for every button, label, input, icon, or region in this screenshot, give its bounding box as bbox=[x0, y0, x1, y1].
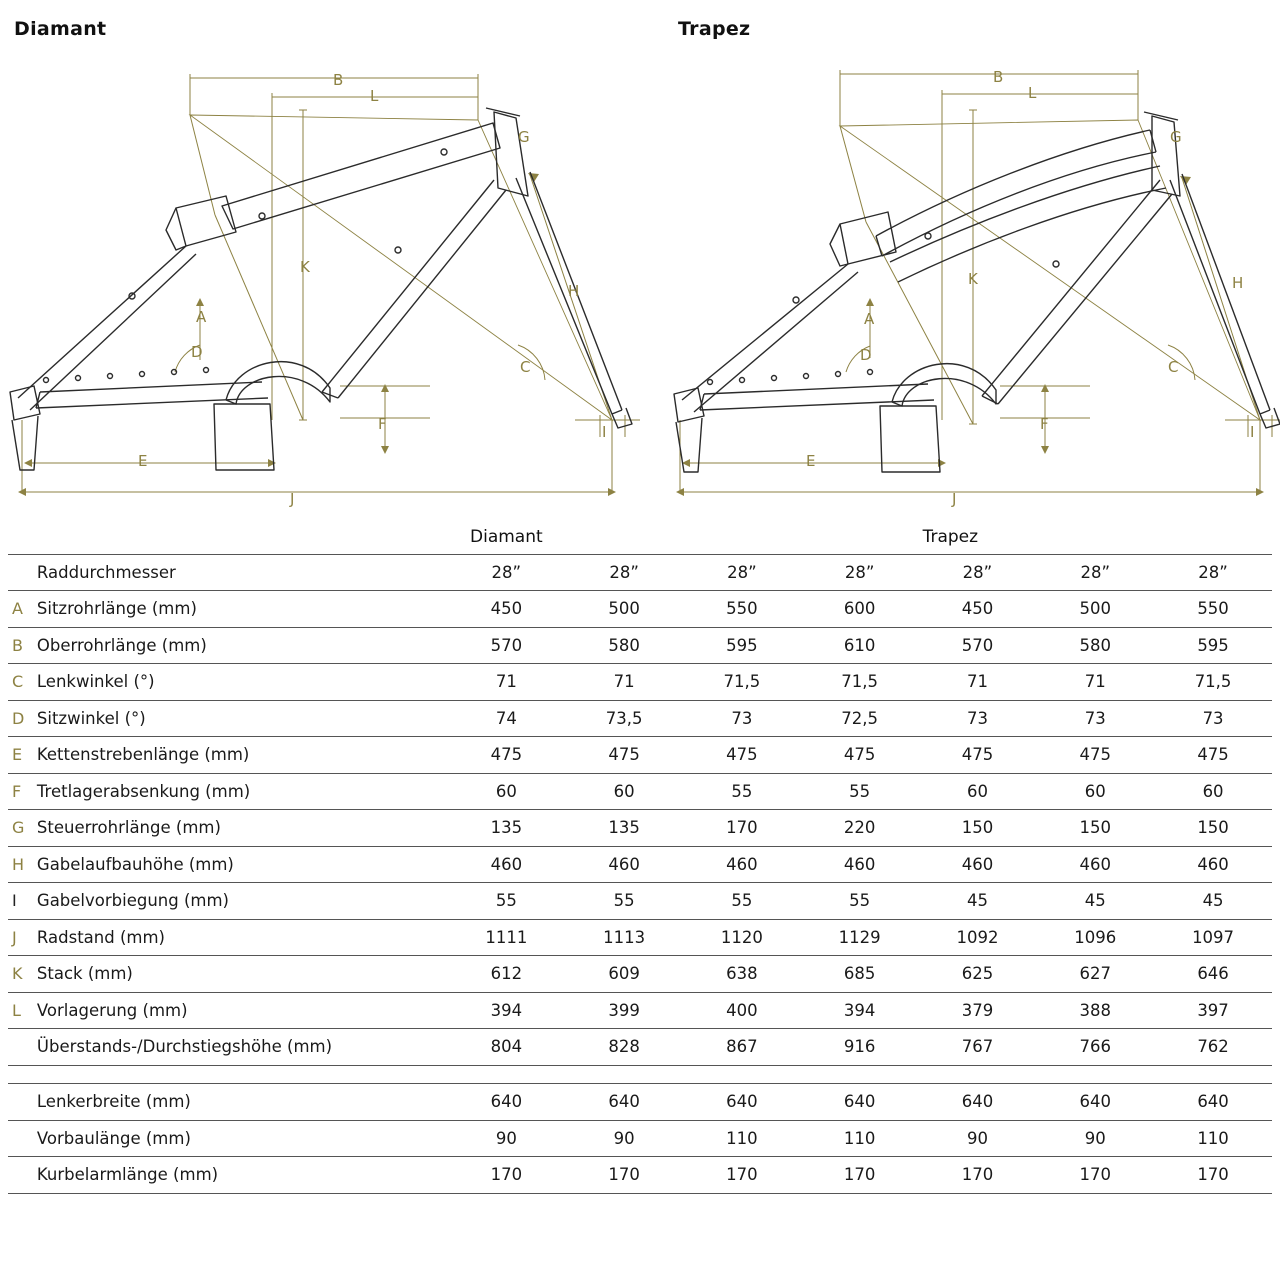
frame-geometry-drawings bbox=[0, 0, 1280, 520]
group-header-blank-1 bbox=[565, 520, 683, 554]
row-value: 45 bbox=[919, 883, 1037, 920]
row-value: 45 bbox=[1036, 883, 1154, 920]
row-value: 60 bbox=[565, 773, 683, 810]
row-value: 475 bbox=[801, 737, 919, 774]
row-value: 170 bbox=[565, 1157, 683, 1194]
row-label: Gabelaufbauhöhe (mm) bbox=[33, 846, 448, 883]
row-value: 640 bbox=[565, 1084, 683, 1121]
row-value: 73 bbox=[683, 700, 801, 737]
row-value: 71 bbox=[447, 664, 565, 701]
svg-text:E: E bbox=[138, 452, 148, 470]
svg-text:A: A bbox=[196, 308, 207, 326]
group-header-spacer-key bbox=[8, 520, 33, 554]
row-value: 460 bbox=[1036, 846, 1154, 883]
svg-text:J: J bbox=[952, 490, 957, 508]
svg-text:C: C bbox=[520, 358, 531, 376]
svg-text:K: K bbox=[300, 258, 310, 276]
row-value: 646 bbox=[1154, 956, 1272, 993]
row-value: 1096 bbox=[1036, 919, 1154, 956]
row-value: 638 bbox=[683, 956, 801, 993]
row-value: 28” bbox=[1036, 554, 1154, 591]
row-value: 71 bbox=[919, 664, 1037, 701]
row-key: J bbox=[8, 919, 33, 956]
row-value: 170 bbox=[1154, 1157, 1272, 1194]
row-value: 612 bbox=[447, 956, 565, 993]
table-row-b bbox=[8, 627, 1272, 664]
row-value: 55 bbox=[683, 773, 801, 810]
row-value: 397 bbox=[1154, 992, 1272, 1029]
svg-text:I: I bbox=[1250, 423, 1255, 441]
row-value: 110 bbox=[801, 1120, 919, 1157]
row-value: 110 bbox=[683, 1120, 801, 1157]
row-value: 600 bbox=[801, 591, 919, 628]
svg-text:F: F bbox=[1040, 415, 1049, 433]
row-label: Lenkerbreite (mm) bbox=[33, 1084, 448, 1121]
row-value: 640 bbox=[1154, 1084, 1272, 1121]
row-label: Vorbaulänge (mm) bbox=[33, 1120, 448, 1157]
geometry-table bbox=[8, 520, 1272, 1194]
row-label: Radstand (mm) bbox=[33, 919, 448, 956]
row-key: F bbox=[8, 773, 33, 810]
svg-text:K: K bbox=[968, 270, 978, 288]
row-label: Raddurchmesser bbox=[33, 554, 448, 591]
svg-text:C: C bbox=[1168, 358, 1179, 376]
row-key: H bbox=[8, 846, 33, 883]
row-value: 500 bbox=[565, 591, 683, 628]
row-value: 570 bbox=[447, 627, 565, 664]
diamant-drawing bbox=[10, 71, 640, 508]
table-row-standover bbox=[8, 1029, 1272, 1066]
row-value: 475 bbox=[683, 737, 801, 774]
row-value: 475 bbox=[1154, 737, 1272, 774]
row-value: 828 bbox=[565, 1029, 683, 1066]
table-row-k bbox=[8, 956, 1272, 993]
row-value: 867 bbox=[683, 1029, 801, 1066]
group-header-blank-3 bbox=[801, 520, 919, 554]
row-key: I bbox=[8, 883, 33, 920]
row-value: 460 bbox=[801, 846, 919, 883]
row-value: 394 bbox=[801, 992, 919, 1029]
row-value: 640 bbox=[801, 1084, 919, 1121]
row-key bbox=[8, 1084, 33, 1121]
row-key: K bbox=[8, 956, 33, 993]
row-value: 640 bbox=[1036, 1084, 1154, 1121]
row-value: 90 bbox=[447, 1120, 565, 1157]
trapez-drawing bbox=[674, 68, 1280, 508]
row-value: 460 bbox=[565, 846, 683, 883]
row-value: 170 bbox=[801, 1157, 919, 1194]
row-value: 379 bbox=[919, 992, 1037, 1029]
row-value: 74 bbox=[447, 700, 565, 737]
row-label: Sitzrohrlänge (mm) bbox=[33, 591, 448, 628]
row-value: 55 bbox=[683, 883, 801, 920]
row-value: 399 bbox=[565, 992, 683, 1029]
row-value: 73,5 bbox=[565, 700, 683, 737]
svg-text:H: H bbox=[568, 282, 580, 300]
svg-text:F: F bbox=[378, 415, 387, 433]
svg-text:B: B bbox=[333, 71, 344, 89]
row-value: 73 bbox=[919, 700, 1037, 737]
row-label: Stack (mm) bbox=[33, 956, 448, 993]
row-value: 73 bbox=[1036, 700, 1154, 737]
row-value: 110 bbox=[1154, 1120, 1272, 1157]
row-value: 460 bbox=[919, 846, 1037, 883]
row-value: 60 bbox=[1154, 773, 1272, 810]
row-value: 71 bbox=[565, 664, 683, 701]
row-key: D bbox=[8, 700, 33, 737]
row-value: 55 bbox=[801, 773, 919, 810]
row-value: 570 bbox=[919, 627, 1037, 664]
row-label: Tretlagerabsenkung (mm) bbox=[33, 773, 448, 810]
row-key: B bbox=[8, 627, 33, 664]
group-header-trapez: Trapez bbox=[922, 526, 979, 547]
diagram-title-diamant: Diamant bbox=[14, 18, 107, 40]
row-value: 394 bbox=[447, 992, 565, 1029]
row-value: 90 bbox=[919, 1120, 1037, 1157]
group-header-blank-4 bbox=[1036, 520, 1154, 554]
row-value: 550 bbox=[1154, 591, 1272, 628]
row-value: 60 bbox=[1036, 773, 1154, 810]
table-row-l bbox=[8, 992, 1272, 1029]
svg-text:G: G bbox=[1170, 128, 1182, 146]
row-label: Vorlagerung (mm) bbox=[33, 992, 448, 1029]
table-row-stem-length bbox=[8, 1120, 1272, 1157]
row-value: 388 bbox=[1036, 992, 1154, 1029]
table-row-crank-length bbox=[8, 1157, 1272, 1194]
row-key: C bbox=[8, 664, 33, 701]
diagram-title-trapez: Trapez bbox=[678, 18, 751, 40]
row-value: 460 bbox=[1154, 846, 1272, 883]
row-value: 1129 bbox=[801, 919, 919, 956]
row-label: Steuerrohrlänge (mm) bbox=[33, 810, 448, 847]
svg-text:D: D bbox=[860, 346, 872, 364]
row-value: 170 bbox=[447, 1157, 565, 1194]
row-value: 640 bbox=[447, 1084, 565, 1121]
row-label: Sitzwinkel (°) bbox=[33, 700, 448, 737]
row-value: 685 bbox=[801, 956, 919, 993]
row-value: 170 bbox=[919, 1157, 1037, 1194]
row-label: Lenkwinkel (°) bbox=[33, 664, 448, 701]
row-value: 595 bbox=[683, 627, 801, 664]
row-value: 150 bbox=[1036, 810, 1154, 847]
row-value: 90 bbox=[1036, 1120, 1154, 1157]
row-value: 71,5 bbox=[801, 664, 919, 701]
row-value: 135 bbox=[447, 810, 565, 847]
table-row-j bbox=[8, 919, 1272, 956]
row-value: 55 bbox=[801, 883, 919, 920]
row-label: Kurbelarmlänge (mm) bbox=[33, 1157, 448, 1194]
table-row-d bbox=[8, 700, 1272, 737]
table-row-f bbox=[8, 773, 1272, 810]
row-value: 640 bbox=[919, 1084, 1037, 1121]
row-value: 500 bbox=[1036, 591, 1154, 628]
row-value: 170 bbox=[683, 1157, 801, 1194]
row-value: 150 bbox=[919, 810, 1037, 847]
row-key: L bbox=[8, 992, 33, 1029]
row-value: 475 bbox=[565, 737, 683, 774]
table-bottom-divider bbox=[8, 1193, 1272, 1194]
row-value: 71,5 bbox=[683, 664, 801, 701]
row-value: 60 bbox=[919, 773, 1037, 810]
svg-text:H: H bbox=[1232, 274, 1244, 292]
row-value: 580 bbox=[1036, 627, 1154, 664]
row-value: 28” bbox=[1154, 554, 1272, 591]
row-label: Kettenstrebenlänge (mm) bbox=[33, 737, 448, 774]
row-value: 625 bbox=[919, 956, 1037, 993]
row-value: 475 bbox=[919, 737, 1037, 774]
row-value: 71 bbox=[1036, 664, 1154, 701]
row-value: 475 bbox=[1036, 737, 1154, 774]
row-label: Überstands-/Durchstiegshöhe (mm) bbox=[33, 1029, 448, 1066]
group-header-spacer-name bbox=[33, 520, 448, 554]
row-value: 580 bbox=[565, 627, 683, 664]
table-row-i bbox=[8, 883, 1272, 920]
row-value: 28” bbox=[801, 554, 919, 591]
row-value: 450 bbox=[447, 591, 565, 628]
row-value: 804 bbox=[447, 1029, 565, 1066]
group-header-diamant: Diamant bbox=[470, 526, 543, 547]
row-key bbox=[8, 1157, 33, 1194]
geometry-table-area bbox=[0, 520, 1280, 1194]
row-value: 1111 bbox=[447, 919, 565, 956]
row-value: 60 bbox=[447, 773, 565, 810]
row-value: 460 bbox=[683, 846, 801, 883]
svg-text:L: L bbox=[1028, 84, 1037, 102]
row-value: 135 bbox=[565, 810, 683, 847]
row-value: 762 bbox=[1154, 1029, 1272, 1066]
frame-diagrams bbox=[0, 0, 1280, 520]
svg-text:A: A bbox=[864, 310, 875, 328]
row-value: 71,5 bbox=[1154, 664, 1272, 701]
svg-text:L: L bbox=[370, 87, 379, 105]
row-value: 220 bbox=[801, 810, 919, 847]
row-value: 55 bbox=[565, 883, 683, 920]
row-value: 550 bbox=[683, 591, 801, 628]
table-row-e bbox=[8, 737, 1272, 774]
table-row-c bbox=[8, 664, 1272, 701]
table-row-wheel-diameter bbox=[8, 554, 1272, 591]
row-key bbox=[8, 1120, 33, 1157]
row-value: 28” bbox=[919, 554, 1037, 591]
row-label: Gabelvorbiegung (mm) bbox=[33, 883, 448, 920]
row-value: 450 bbox=[919, 591, 1037, 628]
svg-text:G: G bbox=[518, 128, 530, 146]
row-value: 1113 bbox=[565, 919, 683, 956]
row-value: 916 bbox=[801, 1029, 919, 1066]
row-value: 28” bbox=[447, 554, 565, 591]
row-value: 475 bbox=[447, 737, 565, 774]
table-group-header-row bbox=[8, 520, 1272, 554]
row-key: G bbox=[8, 810, 33, 847]
row-key bbox=[8, 554, 33, 591]
row-key: E bbox=[8, 737, 33, 774]
row-value: 150 bbox=[1154, 810, 1272, 847]
row-value: 460 bbox=[447, 846, 565, 883]
row-value: 610 bbox=[801, 627, 919, 664]
row-value: 1120 bbox=[683, 919, 801, 956]
row-value: 1097 bbox=[1154, 919, 1272, 956]
svg-text:J: J bbox=[290, 490, 295, 508]
table-row-a bbox=[8, 591, 1272, 628]
row-value: 170 bbox=[683, 810, 801, 847]
row-value: 640 bbox=[683, 1084, 801, 1121]
svg-text:B: B bbox=[993, 68, 1004, 86]
row-value: 28” bbox=[683, 554, 801, 591]
svg-text:I: I bbox=[602, 423, 607, 441]
table-row-h bbox=[8, 846, 1272, 883]
row-value: 170 bbox=[1036, 1157, 1154, 1194]
row-value: 400 bbox=[683, 992, 801, 1029]
row-value: 90 bbox=[565, 1120, 683, 1157]
row-value: 28” bbox=[565, 554, 683, 591]
row-value: 766 bbox=[1036, 1029, 1154, 1066]
row-value: 609 bbox=[565, 956, 683, 993]
group-header-blank-2 bbox=[683, 520, 801, 554]
table-row-g bbox=[8, 810, 1272, 847]
row-value: 1092 bbox=[919, 919, 1037, 956]
row-value: 72,5 bbox=[801, 700, 919, 737]
row-value: 627 bbox=[1036, 956, 1154, 993]
group-header-blank-5 bbox=[1154, 520, 1272, 554]
svg-text:D: D bbox=[191, 343, 203, 361]
row-value: 45 bbox=[1154, 883, 1272, 920]
row-value: 767 bbox=[919, 1029, 1037, 1066]
row-label: Oberrohrlänge (mm) bbox=[33, 627, 448, 664]
row-value: 73 bbox=[1154, 700, 1272, 737]
svg-text:E: E bbox=[806, 452, 816, 470]
table-row-handlebar-width bbox=[8, 1084, 1272, 1121]
row-value: 595 bbox=[1154, 627, 1272, 664]
row-key bbox=[8, 1029, 33, 1066]
table-block-spacer bbox=[8, 1066, 1272, 1084]
row-value: 55 bbox=[447, 883, 565, 920]
row-key: A bbox=[8, 591, 33, 628]
